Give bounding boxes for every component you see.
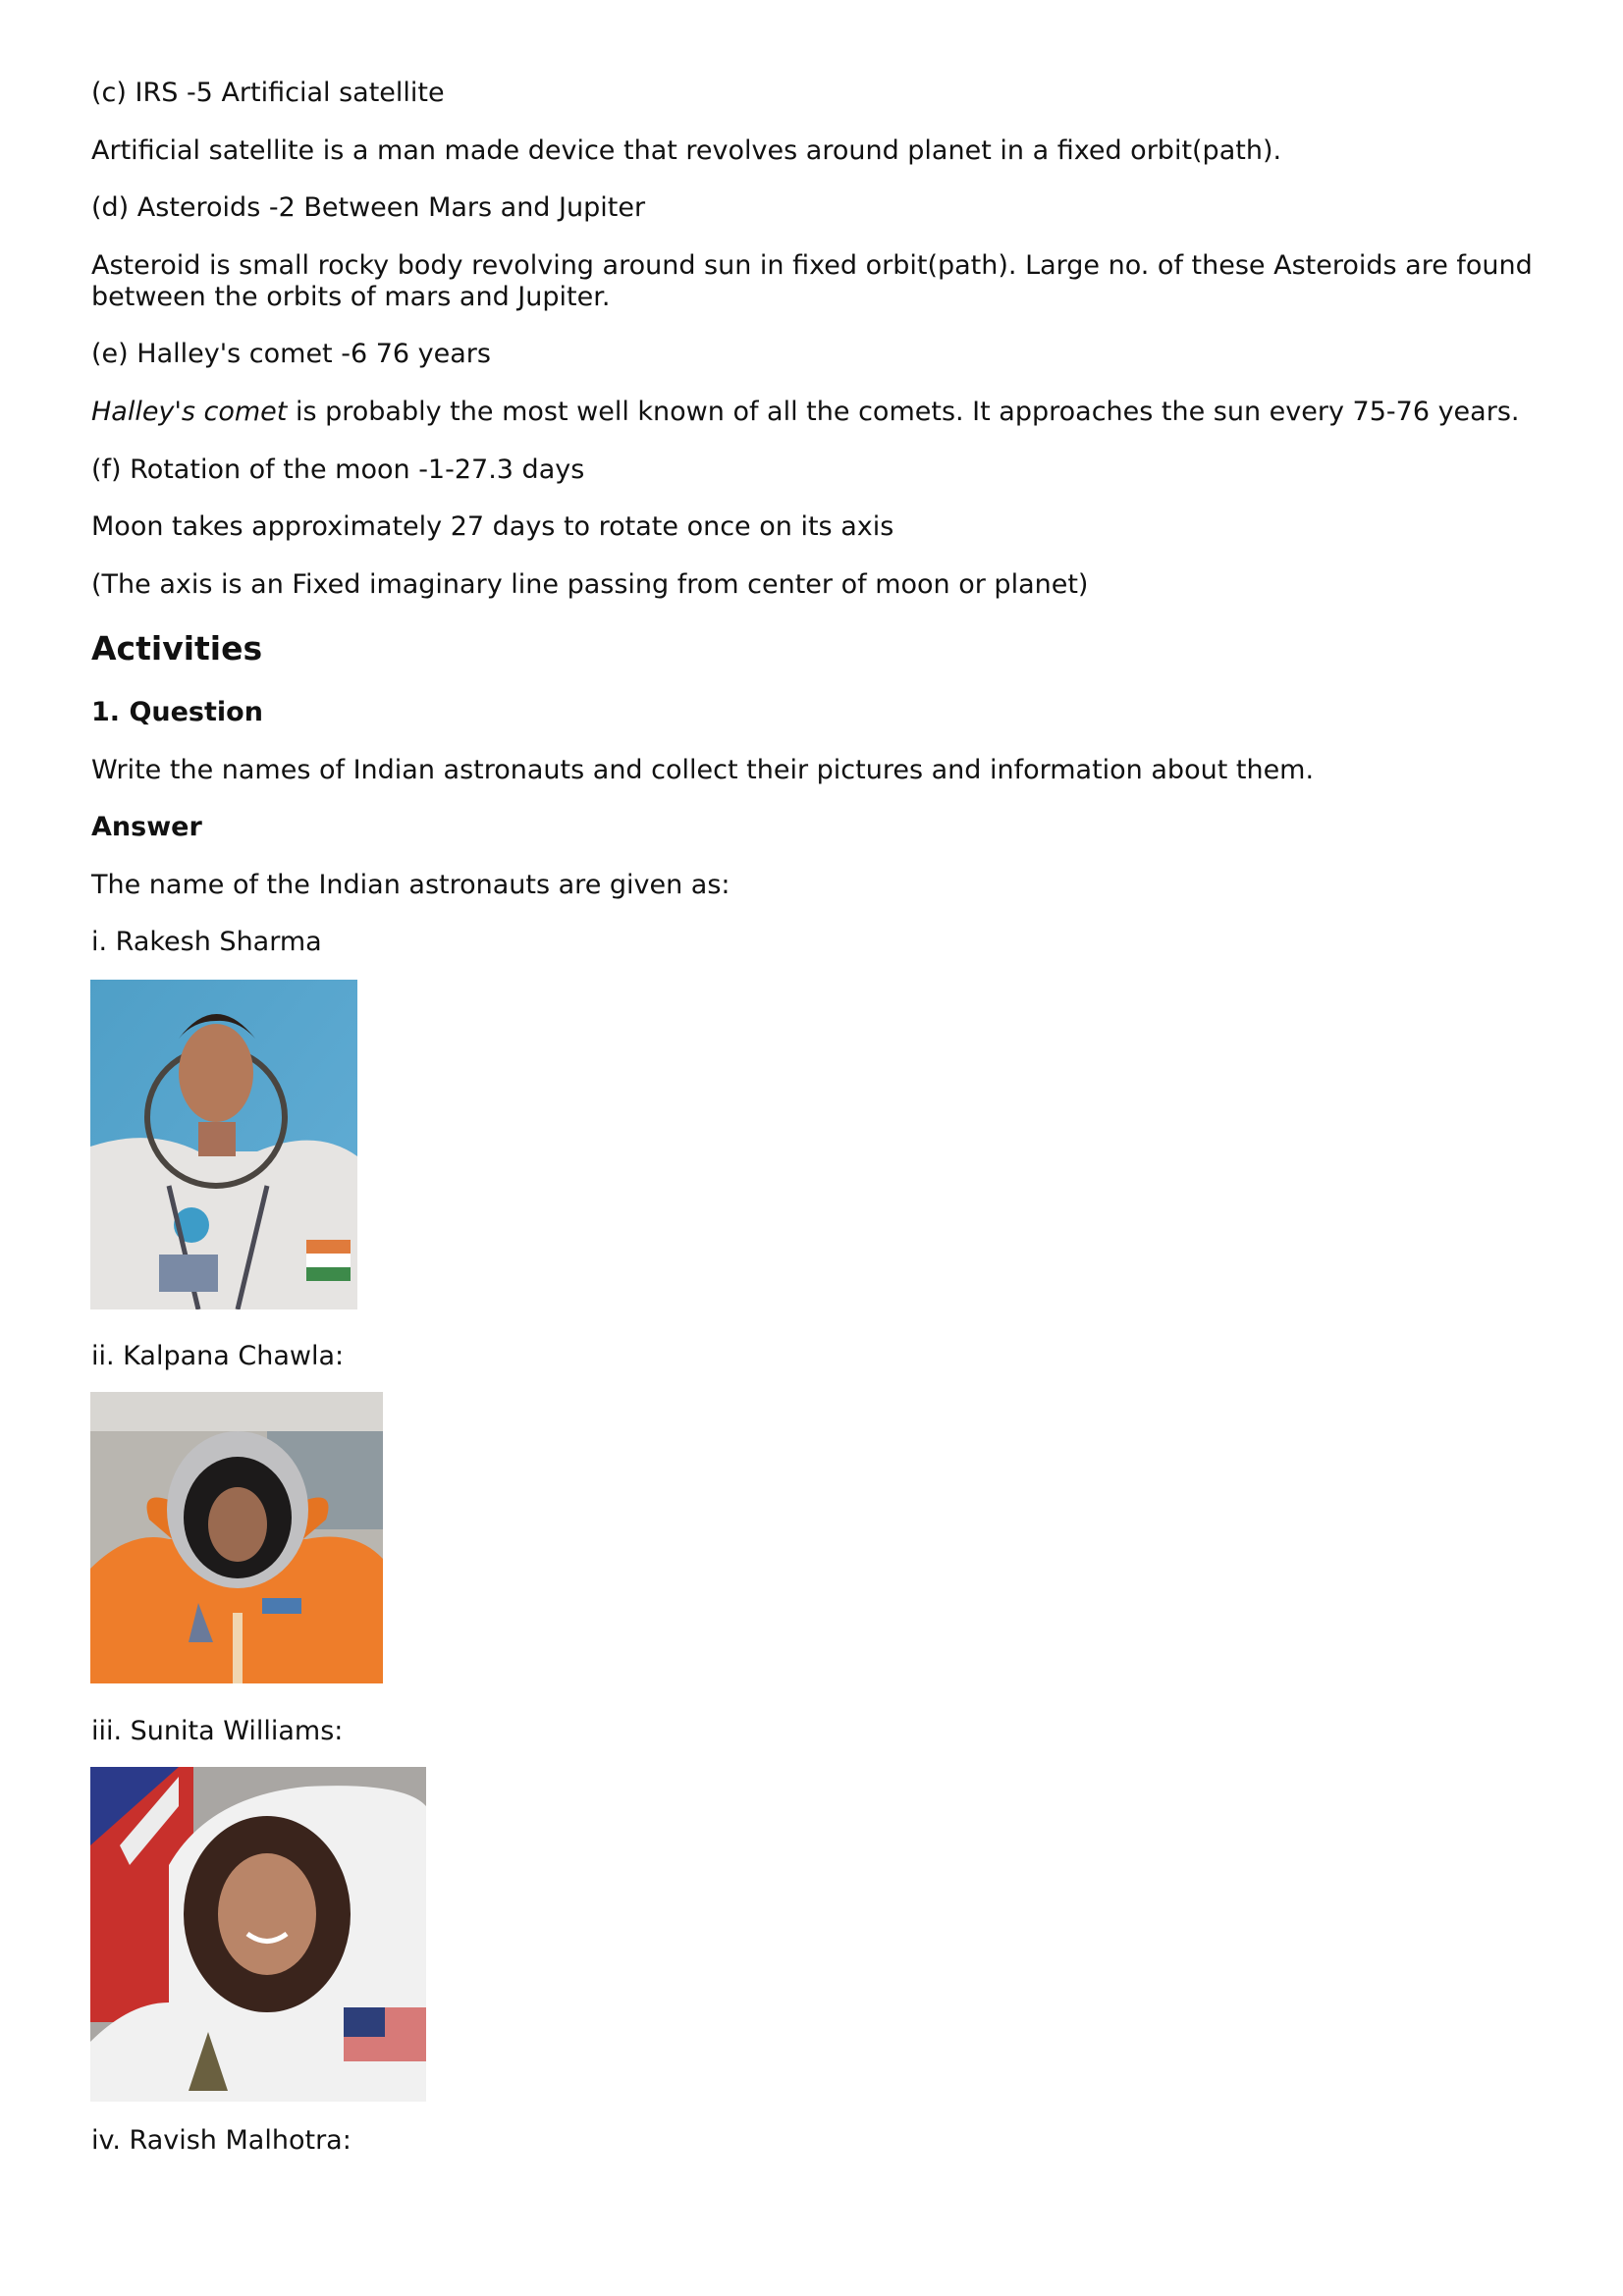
match-e-explanation [91,397,1519,428]
answer-label: Answer [91,812,202,842]
match-c-label: (c) IRS -5 Artificial satellite [91,78,445,108]
match-f-label: (f) Rotation of the moon -1-27.3 days [91,454,585,485]
kalpana-chawla-photo [90,1392,383,1683]
match-c-explanation: Artificial satellite is a man made device that revolves around planet in a fixed orbit(path). [91,135,1282,166]
astronaut-label-sunita-williams: iii. Sunita Williams: [91,1716,344,1746]
match-e-label: (e) Halley's comet -6 76 years [91,339,491,369]
sunita-williams-photo [90,1767,426,2102]
match-f-note: (The axis is an Fixed imaginary line passing from center of moon or planet) [91,569,1089,600]
answer-intro: The name of the Indian astronauts are given as: [91,870,730,900]
rakesh-sharma-photo [90,980,357,1309]
match-d-explanation: Asteroid is small rocky body revolving around sun in fixed orbit(path). Large no. of these Asteroids are found between the orbits of mars and Jupiter. [91,250,1533,312]
match-e-explanation-text: is probably the most well known of all the comets. It approaches the sun every 75-76 years. [287,397,1520,427]
question-label: 1. Question [91,697,263,727]
astronaut-label-rakesh-sharma: i. Rakesh Sharma [91,927,322,957]
question-text: Write the names of Indian astronauts and collect their pictures and information about them. [91,755,1315,785]
astronaut-label-ravish-malhotra: iv. Ravish Malhotra: [91,2125,352,2156]
astronaut-label-kalpana-chawla: ii. Kalpana Chawla: [91,1341,345,1371]
halleys-comet-italic: Halley's comet [91,397,288,427]
match-d-label: (d) Asteroids -2 Between Mars and Jupiter [91,192,646,223]
match-f-explanation: Moon takes approximately 27 days to rotate once on its axis [91,511,894,542]
activities-heading: Activities [91,629,263,667]
